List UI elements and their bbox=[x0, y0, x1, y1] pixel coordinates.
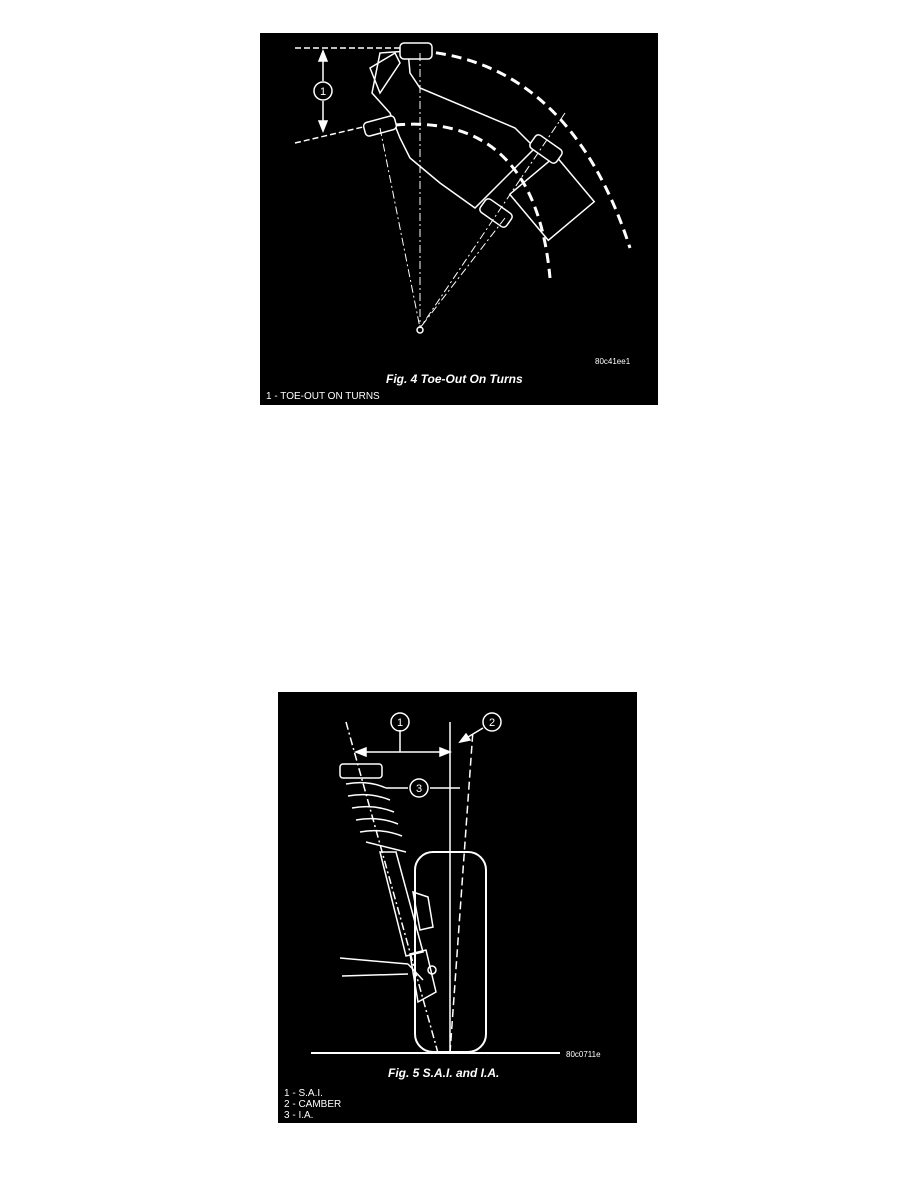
figure-legend bbox=[284, 1088, 341, 1121]
arrow-head-left bbox=[356, 748, 366, 756]
callout-number-1: 1 bbox=[396, 717, 404, 729]
front-inner-tire bbox=[363, 115, 398, 137]
projection-line-inner bbox=[380, 128, 420, 328]
callout-number-3: 3 bbox=[415, 783, 423, 795]
figure-legend bbox=[266, 391, 380, 402]
coil-spring bbox=[346, 783, 402, 836]
callout-number-1: 1 bbox=[319, 86, 327, 98]
arrow-head-right bbox=[440, 748, 450, 756]
front-crossmember bbox=[370, 53, 400, 93]
camber-line bbox=[450, 730, 473, 1053]
figure-caption: Fig. 5 S.A.I. and I.A. bbox=[388, 1066, 500, 1080]
figure-caption: Fig. 4 Toe-Out On Turns bbox=[386, 372, 523, 386]
rear-outer-tire bbox=[528, 133, 563, 164]
legend-item: 3 - I.A. bbox=[284, 1110, 314, 1121]
legend-item: 1 - TOE-OUT ON TURNS bbox=[266, 391, 380, 402]
inner-turn-arc bbox=[395, 124, 550, 278]
sai-line bbox=[346, 722, 438, 1053]
front-outer-tire bbox=[400, 43, 432, 59]
legend-item: 1 - S.A.I. bbox=[284, 1088, 323, 1099]
callout-number-2: 2 bbox=[488, 717, 496, 729]
figure-code: 80c0711e bbox=[566, 1050, 601, 1059]
rear-axle-frame bbox=[510, 156, 595, 241]
figure-code: 80c41ee1 bbox=[595, 357, 631, 366]
vehicle-frame bbox=[372, 51, 535, 208]
spring-lower-seat bbox=[366, 842, 406, 852]
projection-line-rear bbox=[420, 113, 565, 328]
toe-out-diagram bbox=[260, 33, 658, 405]
rear-inner-tire bbox=[478, 197, 513, 228]
figure-toe-out-on-turns bbox=[260, 33, 658, 405]
arrow-head-camber bbox=[460, 734, 470, 742]
arrow-head-up bbox=[319, 51, 327, 61]
arrow-head-down bbox=[319, 121, 327, 131]
outer-turn-arc bbox=[420, 51, 630, 248]
steering-knuckle bbox=[410, 950, 436, 1002]
legend-item: 2 - CAMBER bbox=[284, 1099, 342, 1110]
projection-line-rear-inner bbox=[420, 218, 505, 328]
figure-sai-and-ia bbox=[278, 692, 637, 1123]
